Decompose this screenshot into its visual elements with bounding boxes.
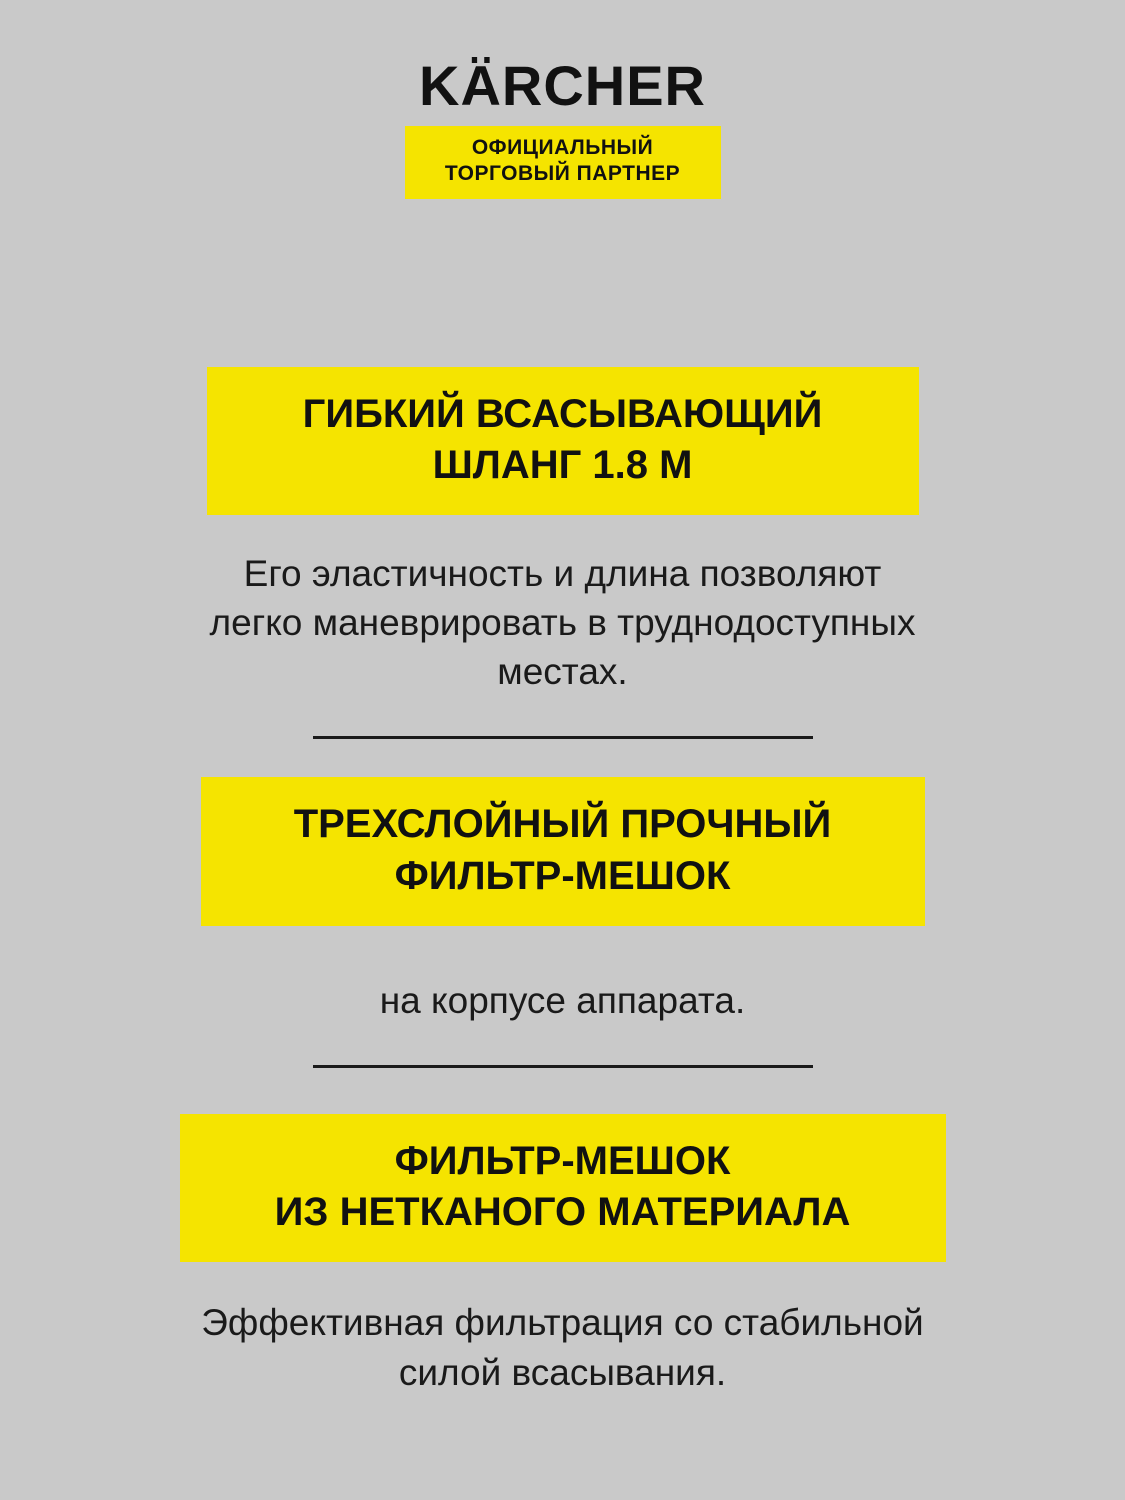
feature-block-hose bbox=[0, 367, 1125, 697]
feature-title-hose bbox=[207, 367, 919, 515]
feature-title-line-1: ФИЛЬТР-МЕШОК bbox=[394, 1139, 731, 1184]
badge-line-2: ТОРГОВЫЙ ПАРТНЕР bbox=[444, 162, 681, 186]
feature-title-filter-bag bbox=[201, 777, 925, 925]
feature-desc-line-1: Эффективная фильтрация со стабильной bbox=[201, 1302, 924, 1344]
feature-title-line-2: ИЗ НЕТКАНОГО МАТЕРИАЛА bbox=[274, 1190, 851, 1235]
feature-desc-line-2: легко маневрировать в труднодоступных bbox=[209, 602, 916, 644]
feature-desc-line-2: силой всасывания. bbox=[398, 1351, 727, 1393]
feature-block-nonwoven bbox=[0, 1114, 1125, 1397]
divider-2 bbox=[313, 1065, 813, 1068]
feature-title-line-2: ФИЛЬТР-МЕШОК bbox=[394, 853, 731, 898]
feature-desc-nonwoven bbox=[201, 1298, 923, 1396]
feature-desc-line-1: на корпусе аппарата. bbox=[379, 979, 746, 1021]
brand-header bbox=[405, 54, 721, 199]
divider-1 bbox=[313, 736, 813, 739]
feature-title-line-2: ШЛАНГ 1.8 М bbox=[432, 442, 693, 487]
badge-line-1: ОФИЦИАЛЬНЫЙ bbox=[471, 136, 654, 159]
official-partner-badge bbox=[405, 126, 721, 199]
karcher-logo: KÄRCHER bbox=[419, 54, 706, 117]
feature-title-nonwoven bbox=[180, 1114, 946, 1262]
feature-desc-line-3: местах. bbox=[497, 651, 628, 693]
feature-list bbox=[0, 367, 1125, 1397]
feature-block-filter-bag bbox=[0, 777, 1125, 1025]
feature-desc-hose bbox=[210, 549, 916, 697]
feature-desc-line-1: Его эластичность и длина позволяют bbox=[243, 552, 882, 594]
feature-title-line-1: ТРЕХСЛОЙНЫЙ ПРОЧНЫЙ bbox=[293, 802, 832, 847]
feature-title-line-1: ГИБКИЙ ВСАСЫВАЮЩИЙ bbox=[302, 391, 823, 436]
feature-desc-filter-bag bbox=[380, 976, 745, 1025]
